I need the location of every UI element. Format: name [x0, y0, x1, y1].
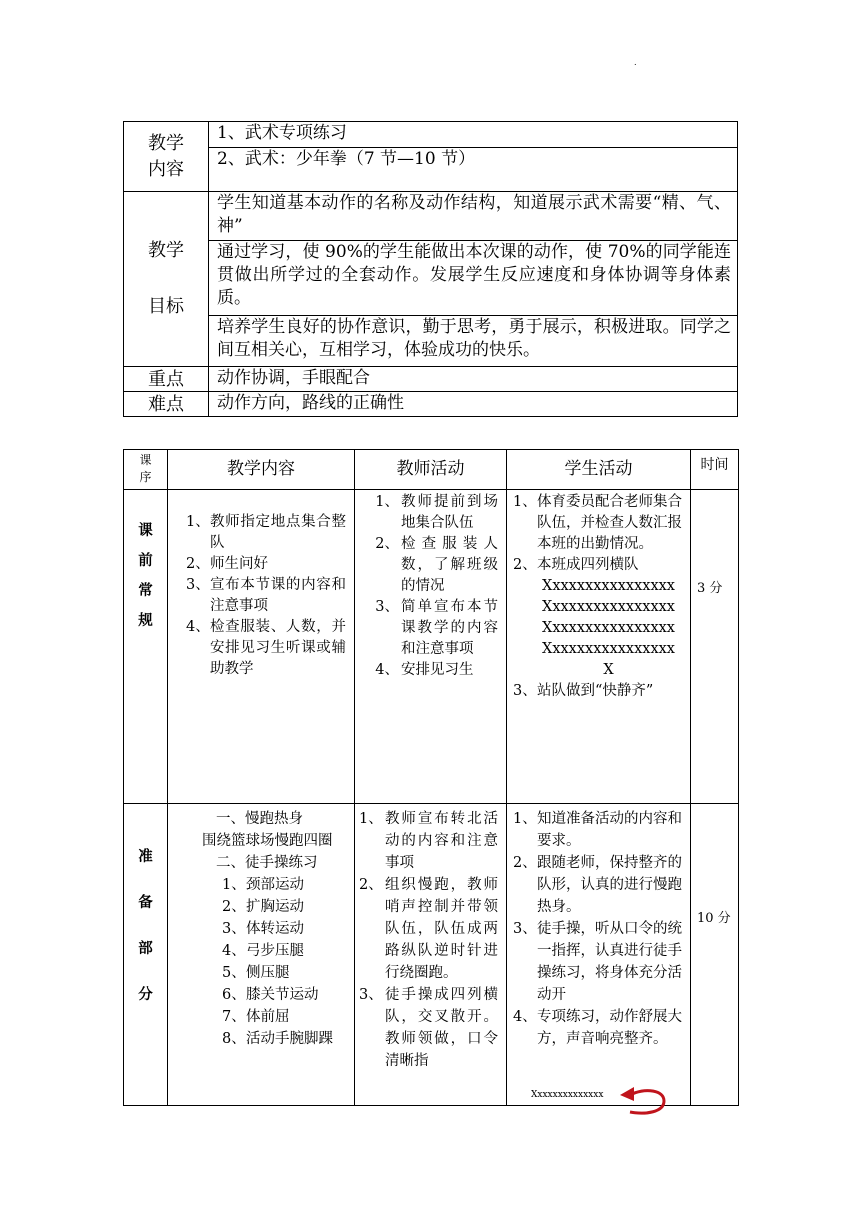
list-item: 4、 检查服装、人数，并安排见习生听课或辅助教学 [186, 619, 346, 677]
diff-text: 动作方向，路线的正确性 [209, 392, 738, 417]
key-text: 动作协调，手眼配合 [209, 367, 738, 392]
list-item: 3、 徒手操，听从口令的统一指挥，认真进行徒手操练习，将身体充分活动开 [513, 921, 682, 1003]
routine-char-3: 常 [138, 582, 153, 599]
header-order-text: 课序 [139, 453, 152, 484]
prep-char-1: 准 [138, 848, 153, 865]
goal-label-1: 教学 [148, 240, 184, 261]
list-item: 2、 跟随老师，保持整齐的队形，认真的进行慢跑热身。 [513, 855, 682, 915]
formation-rows [513, 576, 686, 681]
exercise-item: 3、 体转运动 [222, 921, 304, 937]
prep-c2: 围绕篮球场慢跑四圈 [202, 833, 333, 849]
exercise-item: 6、 膝关节运动 [222, 987, 319, 1003]
list-item: 4、 专项练习，动作舒展大方，声音响亮整齐。 [513, 1009, 682, 1047]
content-item-2: 2、武术：少年拳（7 节—10 节） [209, 148, 738, 192]
routine-teacher [355, 490, 507, 804]
prep-teacher [355, 804, 507, 1106]
lesson-plan-table [123, 449, 739, 1106]
routine-student [507, 490, 691, 804]
prep-c1: 一、慢跑热身 [216, 811, 303, 827]
routine-char-2: 前 [138, 552, 153, 569]
formation-row: Xxxxxxxxxxxxxxxx [542, 641, 675, 657]
formation-row: X [603, 662, 614, 678]
routine-content [168, 490, 355, 804]
prep-time: 10 分 [691, 804, 739, 1106]
prep-student [507, 804, 691, 1106]
prep-c3: 二、徒手操练习 [216, 855, 318, 871]
goal-2: 通过学习，使 90%的学生能做出本次课的动作，使 70%的同学能连贯做出所学过的全套动作。发展学生反应速度和身体协调等身体素质。 [209, 241, 738, 316]
list-item: 3、 徒手操成四列横队，交叉散开。教师领做，口令清晰指 [359, 987, 498, 1069]
list-item: 2、 组织慢跑，教师哨声控制并带领队伍，队伍成两路纵队逆时针进行绕圈跑。 [359, 877, 498, 981]
header-time: 时间 [691, 450, 739, 490]
exercise-item: 5、 侧压腿 [222, 965, 290, 981]
content-label [124, 122, 209, 192]
prep-char-4: 分 [138, 986, 153, 1003]
formation-row: Xxxxxxxxxxxxxxxx [542, 578, 675, 594]
routine-time: 3 分 [691, 490, 739, 804]
list-item: 1、 知道准备活动的内容和要求。 [513, 811, 682, 849]
goal-label [124, 192, 209, 367]
header-teacher: 教师活动 [355, 450, 507, 490]
list-item: 2、 师生问好 [186, 556, 268, 572]
page-mark: . [634, 58, 637, 67]
header-order [124, 450, 168, 490]
section-routine-label [124, 490, 168, 804]
diff-label: 难点 [124, 392, 209, 417]
list-item: 1、 教师宣布转北活动的内容和注意事项 [359, 811, 498, 871]
exercise-item: 4、 弓步压腿 [222, 943, 304, 959]
list-item: 3、 简单宣布本节课教学的内容和注意事项 [375, 599, 498, 657]
exercise-item: 2、 扩胸运动 [222, 899, 304, 915]
list-item: 3、 站队做到“快静齐” [513, 683, 654, 699]
prep-char-2: 备 [138, 894, 153, 911]
exercise-item: 1、 颈部运动 [222, 877, 304, 893]
goal-3: 培养学生良好的协作意识，勤于思考，勇于展示，积极进取。同学之间互相关心，互相学习，体验成功的快乐。 [209, 316, 738, 367]
routine-char-4: 规 [138, 612, 153, 629]
list-item: 1、 教师提前到场地集合队伍 [375, 494, 498, 531]
content-label-text: 教学内容 [148, 132, 184, 180]
exercise-item: 7、 体前屈 [222, 1009, 290, 1025]
prep-content [168, 804, 355, 1106]
list-item: 1、 体育委员配合老师集合队伍，并检查人数汇报本班的出勤情况。 [513, 494, 682, 552]
section-prep-label [124, 804, 168, 1106]
header-content: 教学内容 [168, 450, 355, 490]
formation-row: Xxxxxxxxxxxxxxxx [542, 599, 675, 615]
exercise-item: 8、 活动手腕脚踝 [222, 1031, 333, 1047]
formation-row-small: Xxxxxxxxxxxxxx [531, 1090, 604, 1100]
key-label: 重点 [124, 367, 209, 392]
list-item: 2、 检查服装人数，了解班级的情况 [375, 536, 498, 594]
list-item: 3、 宣布本节课的内容和注意事项 [186, 577, 346, 614]
goal-label-2: 目标 [148, 296, 184, 317]
list-item: 1、 教师指定地点集合整队 [186, 514, 346, 551]
prep-char-3: 部 [138, 940, 153, 957]
formation-row: Xxxxxxxxxxxxxxxx [542, 620, 675, 636]
turn-arrow-icon [618, 1084, 670, 1120]
goal-1: 学生知道基本动作的名称及动作结构，知道展示武术需要“精、气、神” [209, 192, 738, 241]
header-student: 学生活动 [507, 450, 691, 490]
routine-char-1: 课 [138, 522, 153, 539]
list-item: 2、 本班成四列横队 [513, 557, 639, 573]
list-item: 4、 安排见习生 [375, 662, 474, 678]
content-item-1: 1、武术专项练习 [209, 122, 738, 148]
lesson-overview-table [123, 121, 738, 417]
